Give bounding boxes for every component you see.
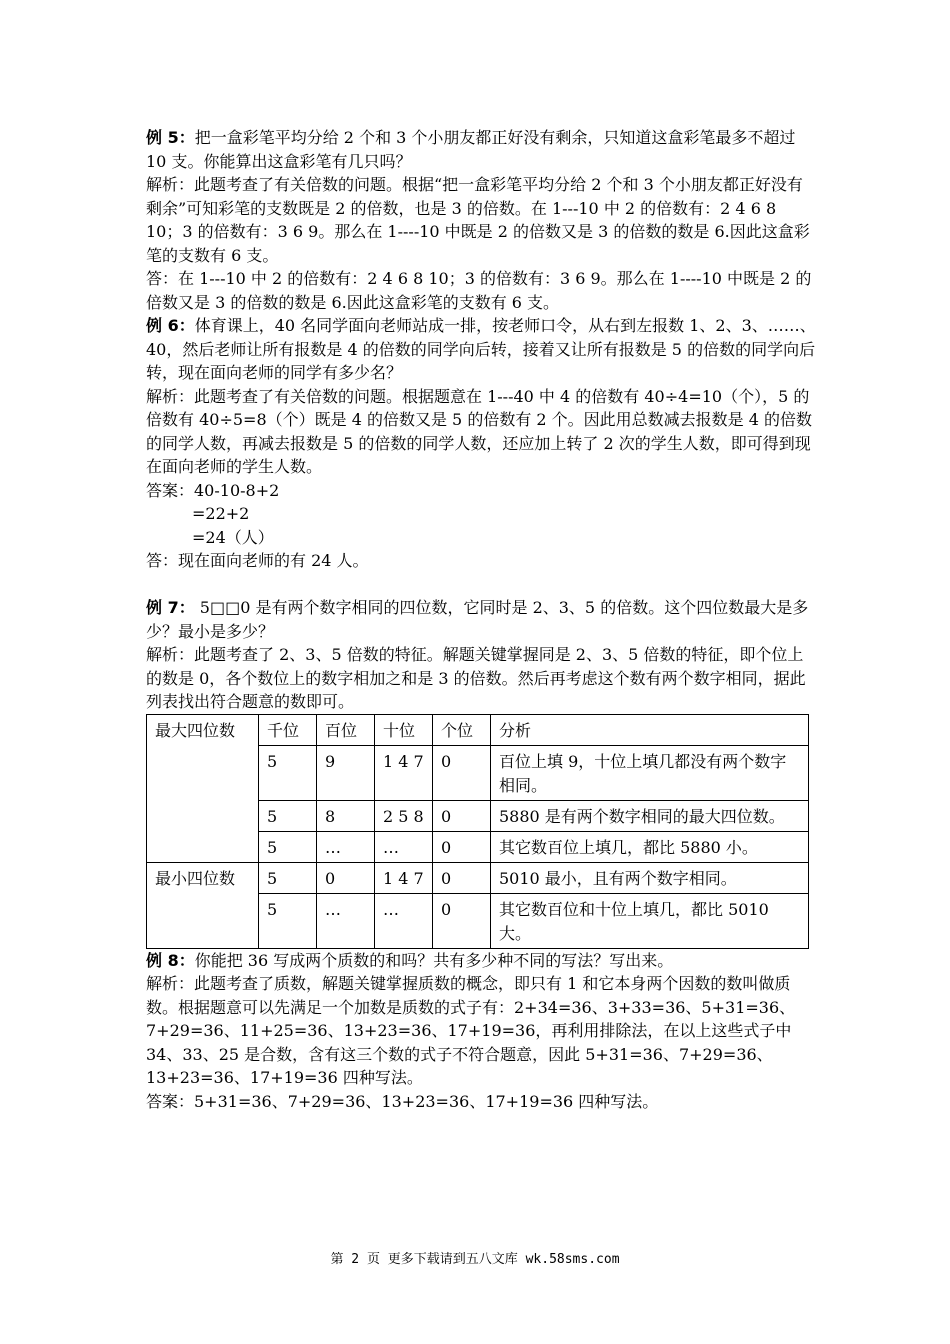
table-cell: 其它数百位上填几，都比 5880 小。 xyxy=(491,831,809,862)
ex8-answer: 答案：5+31=36、7+29=36、13+23=36、17+19=36 四种写法。 xyxy=(146,1091,659,1111)
table-cell: 5 xyxy=(259,893,317,948)
ex5-analysis: 解析：此题考查了有关倍数的问题。根据“把一盒彩笔平均分给 2 个和 3 个小朋友都正好没有剩余”可知彩笔的支数既是 2 的倍数，也是 3 的倍数。在 1---10 中 2 的倍数有：2 4 6 8 10；3 的倍数有：3 6 9。那么在 1----10 中既是 2 的倍数又是 3 的倍数的数是 6.因此这盒彩笔的支数有 6 支。 xyxy=(146,175,810,265)
table-cell: 8 xyxy=(317,800,375,831)
spacer xyxy=(146,573,816,597)
table-cell: 5 xyxy=(259,862,317,893)
ex8-label: 例 8： xyxy=(146,950,195,970)
ex6-calc-line-2: =22+2 xyxy=(192,504,250,523)
ex6-answer: 答：现在面向老师的有 24 人。 xyxy=(146,551,369,570)
ex7-question: 例 7： 5□□0 是有两个数字相同的四位数，它同时是 2、3、5 的倍数。这个四位数最大是多少？最小是多少？ xyxy=(146,598,809,641)
ex8-question: 例 8：你能把 36 写成两个质数的和吗？共有多少种不同的写法？写出来。 xyxy=(146,950,674,970)
table-cell: … xyxy=(375,893,433,948)
document-page xyxy=(146,126,816,1113)
header-cell: 十位 xyxy=(375,714,433,745)
header-cell: 分析 xyxy=(491,714,809,745)
table-cell: 5010 最小，且有两个数字相同。 xyxy=(491,862,809,893)
ex6-calc-line-1: 答案：40-10-8+2 xyxy=(146,480,280,500)
table-cell: 1 4 7 xyxy=(375,745,433,800)
table-header-row xyxy=(147,714,809,745)
table-cell: 百位上填 9，十位上填几都没有两个数字相同。 xyxy=(491,745,809,800)
ex6-analysis: 解析：此题考查了有关倍数的问题。根据题意在 1---40 中 4 的倍数有 40÷4=10（个），5 的倍数有 40÷5=8（个）既是 4 的倍数又是 5 的倍数有 2 个。因此用总数减去报数是 4 的倍数的同学人数，再减去报数是 5 的倍数的同学人数，还应加上转了 2 次的学生人数，即可得到现在面向老师的学生人数。 xyxy=(146,386,813,476)
page-footer: 第 2 页 更多下载请到五八文库 wk.58sms.com xyxy=(330,1252,620,1267)
header-cell: 个位 xyxy=(433,714,491,745)
ex5-answer: 答：在 1---10 中 2 的倍数有：2 4 6 8 10；3 的倍数有：3 6 9。那么在 1----10 中既是 2 的倍数又是 3 的倍数的数是 6.因此这盒彩笔的支数有 6 支。 xyxy=(146,269,812,312)
table-cell: … xyxy=(317,831,375,862)
ex8-analysis: 解析：此题考查了质数，解题关键掌握质数的概念，即只有 1 和它本身两个因数的数叫做质数。根据题意可以先满足一个加数是质数的式子有：2+34=36、3+33=36、5+31=36、7+29=36、11+25=36、13+23=36、17+19=36，再利用排除法，在以上这些式子中 34、33、25 是合数，含有这三个数的式子不符合题意，因此 5+31=36、7+29=36、13+23=36、17+19=36 四种写法。 xyxy=(146,974,796,1087)
table-cell: 0 xyxy=(433,831,491,862)
table-cell: 5 xyxy=(259,831,317,862)
table-cell: 0 xyxy=(433,800,491,831)
table-cell: … xyxy=(375,831,433,862)
table-cell: 0 xyxy=(433,745,491,800)
header-cell: 千位 xyxy=(259,714,317,745)
table-cell: 2 5 8 xyxy=(375,800,433,831)
ex7-analysis: 解析：此题考查了 2、3、5 倍数的特征。解题关键掌握同是 2、3、5 倍数的特征，即个位上的数是 0，各个数位上的数字相加之和是 3 的倍数。然后再考虑这个数有两个数字相同，据此列表找出符合题意的数即可。 xyxy=(146,645,806,711)
table-cell: 5880 是有两个数字相同的最大四位数。 xyxy=(491,800,809,831)
table-cell: 5 xyxy=(259,800,317,831)
table-row xyxy=(147,862,809,893)
table-cell: 1 4 7 xyxy=(375,862,433,893)
ex6-question: 例 6：体育课上，40 名同学面向老师站成一排，按老师口令，从右到左报数 1、2、3、……、40，然后老师让所有报数是 4 的倍数的同学向后转，接着又让所有报数是 5 的倍数的同学向后转，现在面向老师的同学有多少名？ xyxy=(146,316,816,382)
table-cell: … xyxy=(317,893,375,948)
header-cell: 百位 xyxy=(317,714,375,745)
table-cell: 0 xyxy=(433,862,491,893)
min-label-cell: 最小四位数 xyxy=(147,862,259,948)
ex5-label: 例 5： xyxy=(146,128,195,147)
max-label-cell: 最大四位数 xyxy=(147,714,259,862)
ex6-label: 例 6： xyxy=(146,316,195,335)
ex6-calc-line-3: =24（人） xyxy=(192,527,274,547)
table-cell: 5 xyxy=(259,745,317,800)
table-cell: 其它数百位和十位上填几，都比 5010 大。 xyxy=(491,893,809,948)
table-cell: 0 xyxy=(433,893,491,948)
ex7-label: 例 7： xyxy=(146,598,195,617)
ex5-question: 例 5：把一盒彩笔平均分给 2 个和 3 个小朋友都正好没有剩余，只知道这盒彩笔最多不超过 10 支。你能算出这盒彩笔有几只吗？ xyxy=(146,128,796,171)
digits-table xyxy=(146,714,809,949)
table-cell: 9 xyxy=(317,745,375,800)
table-cell: 0 xyxy=(317,862,375,893)
